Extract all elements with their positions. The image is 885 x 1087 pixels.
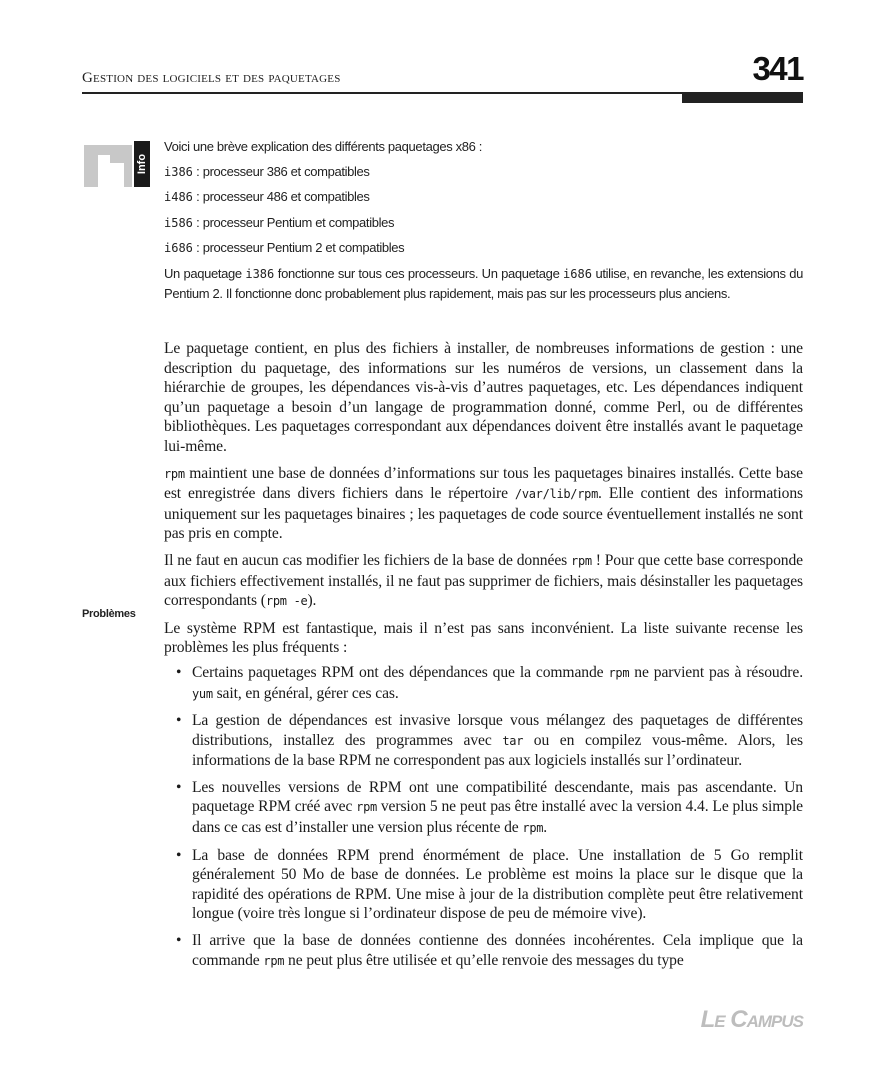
text-span: fonctionne sur tous ces processeurs. Un paquetage	[274, 265, 564, 281]
info-item-text: : processeur Pentium et compatibles	[192, 214, 395, 230]
info-item-i686	[164, 238, 803, 258]
running-header-title: Gestion des logiciels et des paquetages	[82, 70, 341, 86]
info-intro: Voici une brève explication des différents paquetages x86 :	[164, 139, 483, 154]
text-span: ou en compilez vous-même. Alors, les informations de la base RPM ne correspondent pas aux logiciels installés sur l’ordinateur.	[192, 731, 803, 770]
code-span: /var/lib/rpm	[514, 487, 599, 502]
code-span: rpm	[356, 800, 377, 815]
publisher-logo: Le Campus	[700, 1006, 803, 1033]
text-span: Les nouvelles versions de RPM ont une compatibilité descendante, mais pas ascendante. Un paquetage RPM créé avec	[192, 778, 803, 816]
page-number: 341	[752, 50, 803, 87]
info-item-text: : processeur 386 et compatibles	[192, 163, 370, 179]
code-span: rpm	[608, 665, 630, 680]
problems-list	[164, 663, 803, 971]
code-span: rpm	[263, 953, 285, 968]
paragraph-package-contents: Le paquetage contient, en plus des fichiers à installer, de nombreuses informations de gestion : une description du paquetage, des informations sur les numéros de versions, un classement dans la hiérarchie de groupes, les dépendances vis-à-vis d’autres paquetages, etc. Les dépendances indiquent qu’un paquetage a besoin d’un langage de programmation donné, comme Perl, ou de différentes bibliothèques. Les paquetages correspondant aux dépendances doivent être installés avant le paquetage lui-même.	[164, 340, 803, 455]
bullet-icon: •	[176, 712, 182, 730]
text-span: sait, en général, gérer ces cas.	[212, 684, 399, 702]
code-span: i586	[164, 215, 193, 230]
info-item-text: : processeur Pentium 2 et compatibles	[192, 240, 405, 255]
text-span: maintient une base de données d’informations sur tous les paquetages binaires installés. Cette base est enregistrée dans divers fichiers dans le répertoire	[164, 464, 803, 503]
paragraph-do-not-modify	[164, 551, 803, 612]
info-note-icon	[84, 141, 150, 187]
text-span: . Elle contient des informations uniquement sur les paquetages binaires ; les paquetages de code source éventuellement installés ne sont pas pris en compte.	[164, 485, 803, 543]
info-item-text: : processeur 486 et compatibles	[192, 189, 370, 204]
info-box	[164, 137, 803, 303]
code-span: i386	[245, 266, 275, 281]
text-span: utilise, en revanche, les extensions du Pentium 2. Il fonctionne donc probablement plus rapidement, mais pas sur les processeurs plus anciens.	[164, 265, 803, 301]
text-span: La gestion de dépendances est invasive lorsque vous mélangez des paquetages de différentes distributions, installez des programmes avec	[192, 712, 803, 749]
info-closing-paragraph	[164, 264, 803, 303]
list-item	[164, 778, 803, 839]
list-item	[164, 931, 803, 971]
code-span: i486	[164, 190, 193, 204]
paragraph-rpm-database	[164, 464, 803, 544]
text-span: ).	[307, 592, 317, 610]
margin-note-problems: Problèmes	[82, 608, 136, 620]
text-span: Il arrive que la base de données contienne des données incohérentes. Cela implique que la commande	[192, 932, 803, 969]
info-icon-label: Info	[135, 153, 148, 175]
info-item-i486	[164, 187, 803, 207]
text-span: .	[543, 819, 547, 837]
text-span: Certains paquetages RPM ont des dépendances que la commande	[192, 663, 609, 681]
code-span: rpm	[571, 553, 592, 568]
text-span: La base de données RPM prend énormément de place. Une installation de 5 Go remplit généralement 50 Mo de base de données. Le problème est moins la place sur le disque que la rapidité des opérations de RPM. Une mise à jour de la distribution complète peut être relativement longue (voire très longue si l’ordinateur dispose de peu de mémoire vive).	[192, 846, 803, 923]
code-span: tar	[502, 733, 524, 748]
code-span: i686	[164, 241, 193, 255]
text-span: ne parvient pas à résoudre.	[629, 663, 804, 681]
text-span: ! Pour que cette base corresponde aux fichiers effectivement installés, il ne faut pas supprimer de fichiers, mais désinstaller les paquetages correspondants (	[164, 551, 804, 610]
bullet-icon: •	[176, 846, 182, 864]
code-span: i386	[164, 164, 193, 179]
text-span: Un paquetage	[164, 265, 246, 281]
text-span: Il ne faut en aucun cas modifier les fichiers de la base de données	[164, 551, 572, 569]
list-item	[164, 711, 803, 771]
list-item	[164, 663, 803, 704]
paragraph-problems-intro: Le système RPM est fantastique, mais il n’est pas sans inconvénient. La liste suivante recense les problèmes les plus fréquents :	[164, 619, 803, 657]
code-span: rpm	[522, 821, 544, 836]
info-item-i586	[164, 213, 803, 233]
code-span: rpm -e	[265, 594, 308, 609]
bullet-icon: •	[176, 932, 182, 950]
header-bar	[682, 94, 803, 103]
code-span: yum	[192, 686, 213, 701]
bullet-icon: •	[176, 778, 182, 796]
list-item	[164, 846, 803, 924]
bullet-icon: •	[176, 663, 182, 681]
code-span: rpm	[164, 466, 185, 481]
body-text	[164, 339, 803, 978]
code-span: i686	[563, 266, 592, 281]
info-item-i386	[164, 162, 803, 182]
text-span: ne peut plus être utilisée et qu’elle renvoie des messages du type	[284, 951, 684, 969]
text-span: version 5 ne peut pas être installé avec la version 4.4. Le plus simple dans ce cas est d’installer une version plus récente de	[192, 798, 803, 837]
